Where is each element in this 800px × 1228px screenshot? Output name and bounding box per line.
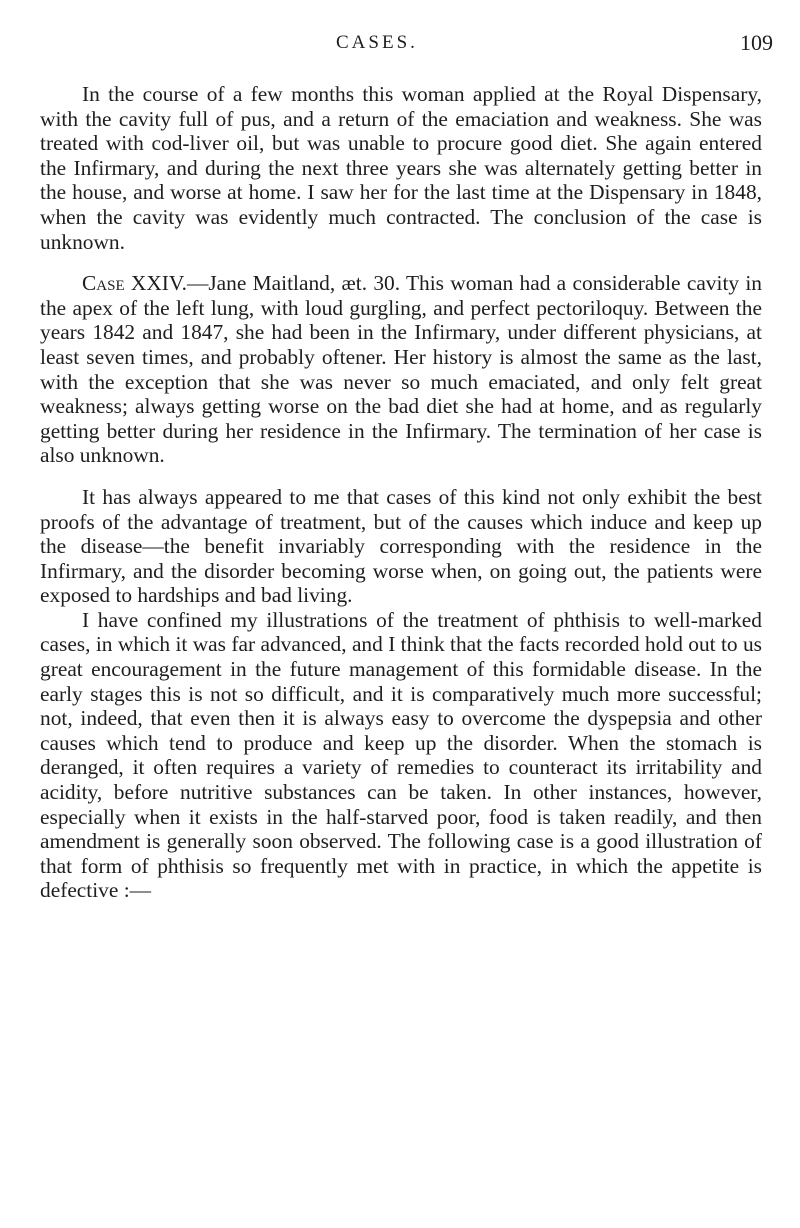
paragraph-text: In the course of a few months this woman applied at the Royal Dispensary, with the cavity full of pus, and a return of the emaciation and weakness. She was treated with cod-liver oil, but was unable to procure good diet. She again entered the Infirmary, and during the next three years she was alternately getting better in the house, and worse at home. I saw her for the last time at the Dispensary in 1848, when the cavity was evidently much contracted. The conclusion of the case is unknown. [40,82,762,254]
paragraph-royal-dispensary [40,82,762,254]
paragraph-case-xxiv [40,271,762,468]
case-heading: Case XXIV. [82,271,187,296]
paragraph-text: —Jane Maitland, æt. 30. This woman had a considerable cavity in the apex of the left lung, with loud gurgling, and perfect pectoriloquy. Between the years 1842 and 1847, she had been in the Infirmary, under different physicians, at least seven times, and probably oftener. Her history is almost the same as the last, with the exception that she was never so much emaciated, and only felt great weakness; always getting worse on the bad diet she had at home, and as regularly getting better during her residence in the Infirmary. The termination of her case is also unknown. [40,271,763,468]
body-text [40,82,762,903]
paragraph-treatment-proofs [40,485,762,608]
page-number: 109 [740,30,773,55]
running-head [0,30,800,56]
paragraph-text: I have confined my illustrations of the treatment of phthisis to well-marked cases, in which it was far advanced, and I think that the facts recorded hold out to us great encouragement in the future management of this formidable disease. In the early stages this is not so difficult, and it is comparatively much more successful; not, indeed, that even then it is always easy to overcome the dyspepsia and other causes which tend to produce and keep up the disorder. When the stomach is deranged, it often requires a variety of remedies to counteract its irritability and acidity, before nutritive substances can be taken. In other instances, however, especially when it exists in the half-starved poor, food is taken readily, and then amendment is generally soon observed. The following case is a good illustration of that form of phthisis so frequently met with in practice, in which the appetite is defective :— [40,607,762,903]
paragraph-phthisis-illustrations [40,608,762,903]
running-title: CASES. [336,32,418,53]
paragraph-text: It has always appeared to me that cases of this kind not only exhibit the best proofs of the advantage of treatment, but of the causes which induce and keep up the disease—the benefit invariably corresponding with the residence in the Infirmary, and the disorder becoming worse when, on going out, the patients were exposed to hardships and bad living. [40,484,762,608]
